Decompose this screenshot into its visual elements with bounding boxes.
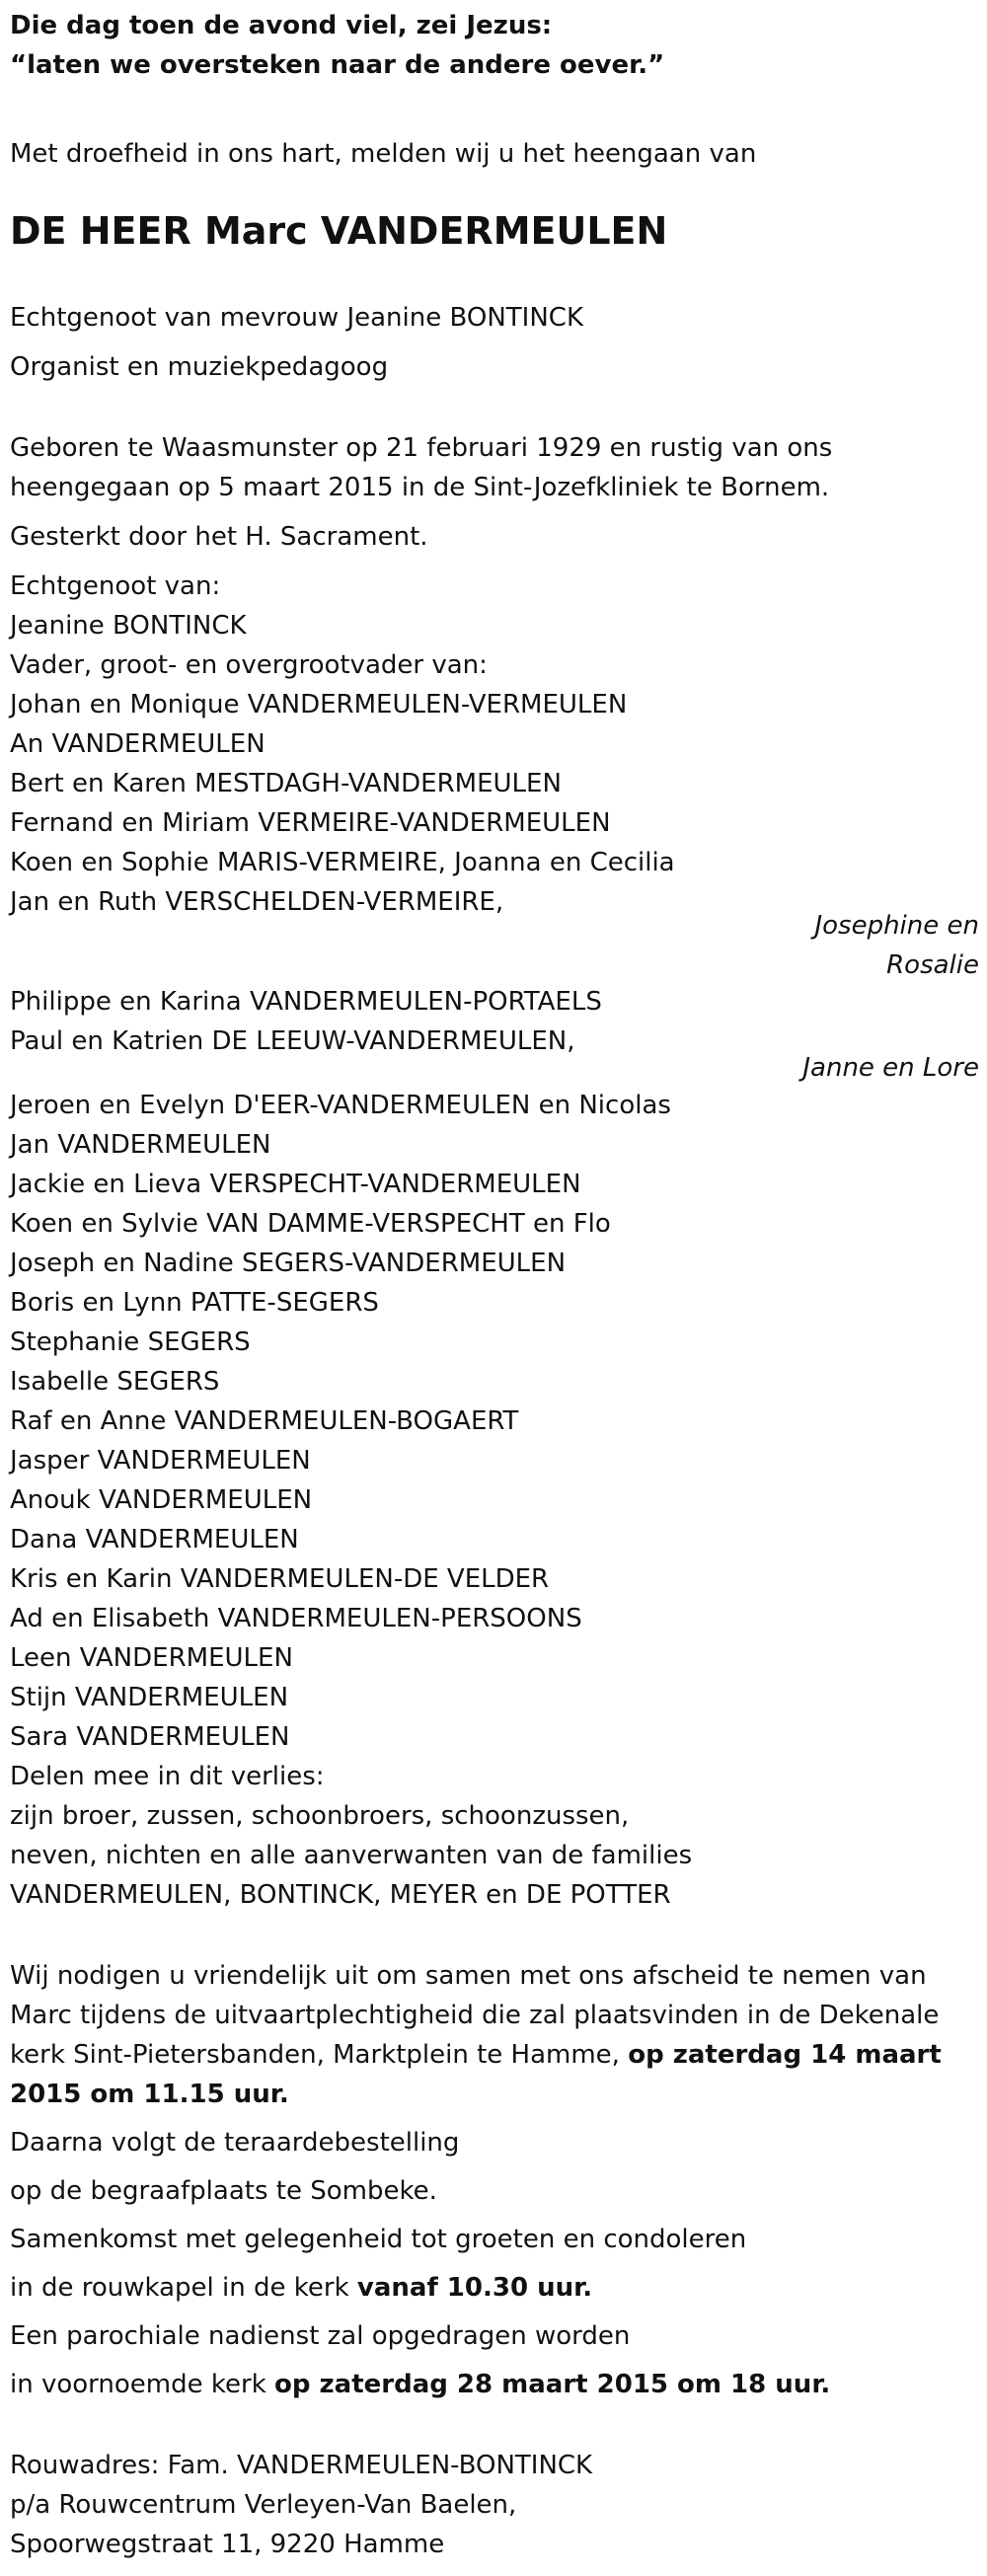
family-line: neven, nichten en alle aanverwanten van de families (10, 1841, 693, 1870)
bible-quote (10, 6, 982, 85)
sacrament-line: Gesterkt door het H. Sacrament. (10, 522, 428, 552)
family-line: Stijn VANDERMEULEN (10, 1683, 289, 1712)
funeral-date: op zaterdag 14 maart (628, 2040, 942, 2070)
family-line: zijn broer, zussen, schoonbroers, schoonzussen, (10, 1801, 630, 1831)
mass-text: in voornoemde kerk (10, 2370, 275, 2399)
family-line: Jeanine BONTINCK (10, 611, 247, 641)
family-line: Philippe en Karina VANDERMEULEN-PORTAELS (10, 987, 602, 1017)
deceased-name: DE HEER Marc VANDERMEULEN (10, 209, 668, 253)
family-line: Sara VANDERMEULEN (10, 1722, 290, 1752)
gathering-time (10, 2268, 982, 2308)
burial-location: op de begraafplaats te Sombeke. (10, 2176, 437, 2206)
invitation-line: Marc tijdens de uitvaartplechtigheid die zal plaatsvinden in de Dekenale (10, 2001, 940, 2030)
mass-datetime: op zaterdag 28 maart 2015 om 18 uur. (274, 2370, 831, 2399)
family-line: An VANDERMEULEN (10, 729, 266, 759)
family-line: Isabelle SEGERS (10, 1367, 220, 1397)
family-line: Kris en Karin VANDERMEULEN-DE VELDER (10, 1564, 550, 1594)
family-line: Jan VANDERMEULEN (10, 1130, 271, 1160)
family-line: Jackie en Lieva VERSPECHT-VANDERMEULEN (10, 1170, 581, 1199)
invitation-line (10, 2035, 982, 2075)
intro-text: Met droefheid in ons hart, melden wij u het heengaan van (10, 139, 757, 169)
aside-line: Rosalie (886, 950, 979, 980)
family-line: Johan en Monique VANDERMEULEN-VERMEULEN (10, 690, 628, 720)
quote-line: “laten we oversteken naar de andere oever.” (10, 50, 665, 80)
funeral-invitation (10, 1956, 982, 2114)
family-line: Leen VANDERMEULEN (10, 1643, 293, 1673)
address-line: Rouwadres: Fam. VANDERMEULEN-BONTINCK (10, 2451, 593, 2480)
spouse-line: Echtgenoot van mevrouw Jeanine BONTINCK (10, 303, 583, 333)
family-line: Stephanie SEGERS (10, 1327, 251, 1357)
family-line: Anouk VANDERMEULEN (10, 1485, 313, 1515)
birth-death-line: Geboren te Waasmunster op 21 februari 1929 en rustig van ons (10, 433, 833, 463)
family-line: Bert en Karen MESTDAGH-VANDERMEULEN (10, 769, 562, 798)
profession-line: Organist en muziekpedagoog (10, 352, 389, 382)
aside-grandchildren-2: Janne en Lore (802, 1053, 979, 1083)
quote-line: Die dag toen de avond viel, zei Jezus: (10, 11, 553, 40)
family-line: Koen en Sophie MARIS-VERMEIRE, Joanna en Cecilia (10, 848, 675, 877)
invitation-line: Wij nodigen u vriendelijk uit om samen met ons afscheid te nemen van (10, 1961, 927, 1991)
family-line: Paul en Katrien DE LEEUW-VANDERMEULEN, (10, 1026, 575, 1056)
address-line: p/a Rouwcentrum Verleyen-Van Baelen, (10, 2490, 517, 2520)
invitation-text: kerk Sint-Pietersbanden, Marktplein te Hamme, (10, 2040, 629, 2070)
family-line: Jeroen en Evelyn D'EER-VANDERMEULEN en Nicolas (10, 1091, 671, 1120)
family-line: Delen mee in dit verlies: (10, 1762, 325, 1791)
birth-death-line: heengegaan op 5 maart 2015 in de Sint-Jozefkliniek te Bornem. (10, 473, 830, 502)
funeral-time: 2015 om 11.15 uur. (10, 2080, 289, 2109)
family-line: Ad en Elisabeth VANDERMEULEN-PERSOONS (10, 1604, 582, 1633)
aside-grandchildren-1 (814, 906, 979, 985)
burial-info: Daarna volgt de teraardebestelling (10, 2128, 460, 2158)
gathering-text: in de rouwkapel in de kerk (10, 2273, 357, 2303)
family-line: Boris en Lynn PATTE-SEGERS (10, 1288, 379, 1318)
mourning-address (10, 2446, 982, 2564)
family-line: Raf en Anne VANDERMEULEN-BOGAERT (10, 1406, 519, 1436)
family-line: Dana VANDERMEULEN (10, 1525, 299, 1554)
gathering-hour: vanaf 10.30 uur. (356, 2273, 593, 2303)
family-line: Koen en Sylvie VAN DAMME-VERSPECHT en Flo (10, 1209, 611, 1239)
gathering-info: Samenkomst met gelegenheid tot groeten en condoleren (10, 2225, 747, 2254)
family-line: Jan en Ruth VERSCHELDEN-VERMEIRE, (10, 887, 504, 917)
family-list-a (10, 567, 982, 922)
birth-death-info (10, 428, 982, 507)
family-line: VANDERMEULEN, BONTINCK, MEYER en DE POTTER (10, 1880, 671, 1910)
family-line: Joseph en Nadine SEGERS-VANDERMEULEN (10, 1249, 567, 1278)
mass-date (10, 2365, 982, 2404)
family-list-c (10, 1086, 982, 1915)
family-line: Fernand en Miriam VERMEIRE-VANDERMEULEN (10, 808, 611, 838)
family-line: Echtgenoot van: (10, 571, 221, 601)
address-line: Spoorwegstraat 11, 9220 Hamme (10, 2530, 445, 2559)
family-line: Jasper VANDERMEULEN (10, 1446, 311, 1476)
family-line: Vader, groot- en overgrootvader van: (10, 650, 488, 680)
mass-info: Een parochiale nadienst zal opgedragen worden (10, 2321, 631, 2351)
aside-line: Josephine en (814, 911, 979, 941)
